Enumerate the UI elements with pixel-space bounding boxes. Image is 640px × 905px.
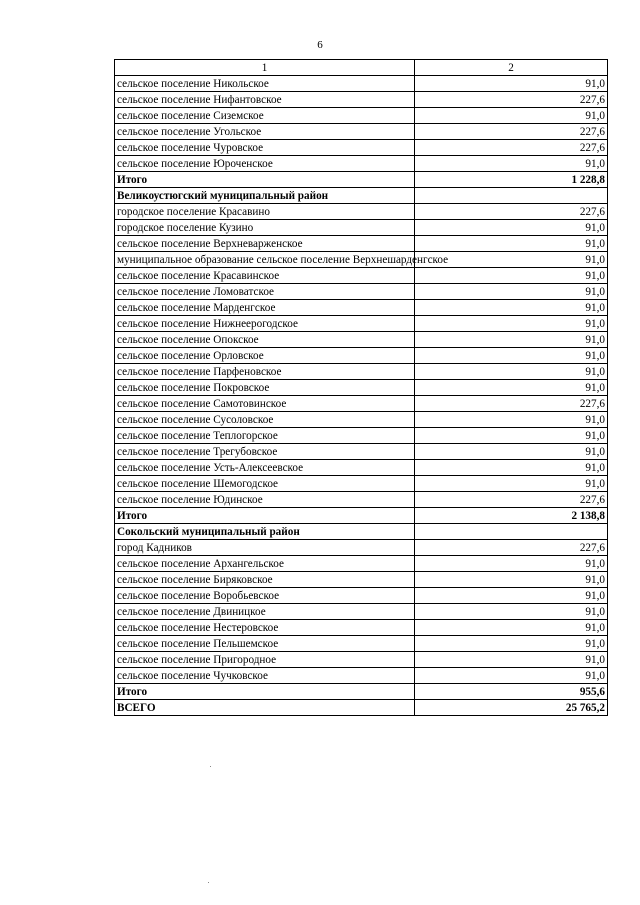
- row-value-cell: 91,0: [415, 316, 608, 332]
- table-row: [115, 428, 608, 444]
- row-name-cell: сельское поселение Пригородное: [115, 652, 415, 668]
- row-name-cell: сельское поселение Юроченское: [115, 156, 415, 172]
- row-value-cell: 227,6: [415, 124, 608, 140]
- row-name-cell: сельское поселение Красавинское: [115, 268, 415, 284]
- row-name-cell: сельское поселение Биряковское: [115, 572, 415, 588]
- row-name-cell: сельское поселение Чучковское: [115, 668, 415, 684]
- row-name-cell: сельское поселение Нестеровское: [115, 620, 415, 636]
- row-value-cell: 227,6: [415, 540, 608, 556]
- row-value-cell: 91,0: [415, 668, 608, 684]
- table-row: [115, 444, 608, 460]
- table-row: [115, 588, 608, 604]
- budget-table: [114, 59, 608, 716]
- table-row: [115, 540, 608, 556]
- table-row: [115, 412, 608, 428]
- row-value-cell: [415, 524, 608, 540]
- table-row: [115, 252, 608, 268]
- table-row: [115, 492, 608, 508]
- table-row: [115, 396, 608, 412]
- row-name-cell: сельское поселение Парфеновское: [115, 364, 415, 380]
- row-value-cell: 91,0: [415, 380, 608, 396]
- row-value-cell: 91,0: [415, 252, 608, 268]
- row-name-cell: сельское поселение Двиницкое: [115, 604, 415, 620]
- table-row-total: [115, 172, 608, 188]
- table-row: [115, 556, 608, 572]
- row-value-cell: 91,0: [415, 556, 608, 572]
- row-value-cell: 91,0: [415, 572, 608, 588]
- row-value-cell: 91,0: [415, 460, 608, 476]
- row-value-cell: 2 138,8: [415, 508, 608, 524]
- row-name-cell: сельское поселение Покровское: [115, 380, 415, 396]
- row-value-cell: 227,6: [415, 92, 608, 108]
- row-value-cell: [415, 188, 608, 204]
- row-name-cell: муниципальное образование сельское поселение Верхнешарденгское: [115, 252, 415, 268]
- table-row: [115, 332, 608, 348]
- table-row: [115, 476, 608, 492]
- row-value-cell: 91,0: [415, 604, 608, 620]
- table-row: [115, 316, 608, 332]
- table-row: [115, 572, 608, 588]
- row-value-cell: 1 228,8: [415, 172, 608, 188]
- table-row: [115, 140, 608, 156]
- row-name-cell: Итого: [115, 508, 415, 524]
- table-row: [115, 220, 608, 236]
- row-name-cell: Итого: [115, 684, 415, 700]
- table-row: [115, 204, 608, 220]
- table-row: [115, 236, 608, 252]
- row-value-cell: 91,0: [415, 108, 608, 124]
- row-value-cell: 91,0: [415, 284, 608, 300]
- row-value-cell: 91,0: [415, 220, 608, 236]
- row-name-cell: сельское поселение Марденгское: [115, 300, 415, 316]
- table-row: [115, 380, 608, 396]
- row-name-cell: сельское поселение Воробьевское: [115, 588, 415, 604]
- row-name-cell: сельское поселение Опокское: [115, 332, 415, 348]
- row-name-cell: сельское поселение Теплогорское: [115, 428, 415, 444]
- row-value-cell: 91,0: [415, 476, 608, 492]
- row-name-cell: сельское поселение Сиземское: [115, 108, 415, 124]
- row-name-cell: сельское поселение Трегубовское: [115, 444, 415, 460]
- table-row: [115, 636, 608, 652]
- row-name-cell: сельское поселение Шемогодское: [115, 476, 415, 492]
- table-row: [115, 604, 608, 620]
- table-row: [115, 620, 608, 636]
- row-name-cell: сельское поселение Пельшемское: [115, 636, 415, 652]
- table-row: [115, 156, 608, 172]
- row-name-cell: сельское поселение Чуровское: [115, 140, 415, 156]
- row-value-cell: 227,6: [415, 492, 608, 508]
- row-name-cell: сельское поселение Нифантовское: [115, 92, 415, 108]
- column-header-2: 2: [415, 60, 608, 76]
- row-name-cell: сельское поселение Никольское: [115, 76, 415, 92]
- row-value-cell: 227,6: [415, 204, 608, 220]
- table-row: [115, 124, 608, 140]
- row-value-cell: 91,0: [415, 268, 608, 284]
- row-value-cell: 227,6: [415, 396, 608, 412]
- row-value-cell: 91,0: [415, 332, 608, 348]
- row-value-cell: 91,0: [415, 444, 608, 460]
- table-row: [115, 668, 608, 684]
- row-value-cell: 25 765,2: [415, 700, 608, 716]
- row-value-cell: 91,0: [415, 588, 608, 604]
- row-value-cell: 91,0: [415, 620, 608, 636]
- row-value-cell: 91,0: [415, 76, 608, 92]
- row-name-cell: городское поселение Кузино: [115, 220, 415, 236]
- row-name-cell: сельское поселение Нижнеерогодское: [115, 316, 415, 332]
- scan-artifact: [210, 766, 211, 767]
- row-name-cell: Великоустюгский муниципальный район: [115, 188, 415, 204]
- table-row: [115, 268, 608, 284]
- row-name-cell: сельское поселение Архангельское: [115, 556, 415, 572]
- table-row: [115, 92, 608, 108]
- row-name-cell: сельское поселение Орловское: [115, 348, 415, 364]
- table-row-total: [115, 188, 608, 204]
- row-name-cell: город Кадников: [115, 540, 415, 556]
- row-value-cell: 91,0: [415, 156, 608, 172]
- row-name-cell: сельское поселение Верхневарженское: [115, 236, 415, 252]
- table-row-total: [115, 700, 608, 716]
- table-row: [115, 76, 608, 92]
- row-name-cell: Сокольский муниципальный район: [115, 524, 415, 540]
- row-name-cell: сельское поселение Сусоловское: [115, 412, 415, 428]
- row-value-cell: 91,0: [415, 348, 608, 364]
- table-row: [115, 348, 608, 364]
- row-name-cell: сельское поселение Юдинское: [115, 492, 415, 508]
- row-name-cell: ВСЕГО: [115, 700, 415, 716]
- row-value-cell: 91,0: [415, 236, 608, 252]
- row-name-cell: городское поселение Красавино: [115, 204, 415, 220]
- row-name-cell: сельское поселение Усть-Алексеевское: [115, 460, 415, 476]
- row-value-cell: 955,6: [415, 684, 608, 700]
- table-row: [115, 460, 608, 476]
- row-name-cell: сельское поселение Ломоватское: [115, 284, 415, 300]
- table-row: [115, 284, 608, 300]
- row-value-cell: 91,0: [415, 636, 608, 652]
- table-row: [115, 652, 608, 668]
- row-value-cell: 91,0: [415, 300, 608, 316]
- table-row-total: [115, 684, 608, 700]
- table-header-row: [115, 60, 608, 76]
- row-name-cell: сельское поселение Угольское: [115, 124, 415, 140]
- scan-artifact: [208, 882, 209, 883]
- row-value-cell: 91,0: [415, 652, 608, 668]
- row-value-cell: 227,6: [415, 140, 608, 156]
- row-value-cell: 91,0: [415, 364, 608, 380]
- page-number: 6: [317, 39, 323, 51]
- row-value-cell: 91,0: [415, 412, 608, 428]
- column-header-1: 1: [115, 60, 415, 76]
- row-name-cell: Итого: [115, 172, 415, 188]
- row-value-cell: 91,0: [415, 428, 608, 444]
- table-row-total: [115, 508, 608, 524]
- table-row-total: [115, 524, 608, 540]
- table-row: [115, 364, 608, 380]
- row-name-cell: сельское поселение Самотовинское: [115, 396, 415, 412]
- table-row: [115, 300, 608, 316]
- table-body: [115, 76, 608, 716]
- table-row: [115, 108, 608, 124]
